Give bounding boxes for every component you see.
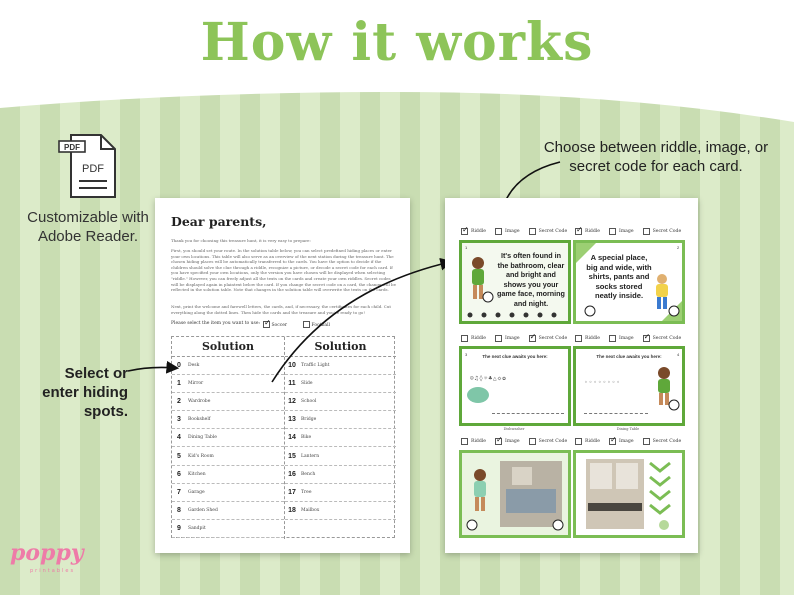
hiding-spot-field[interactable]: Dining Table xyxy=(188,435,217,441)
row-number: 12 xyxy=(288,398,296,406)
card-4-secret-code xyxy=(573,346,685,426)
hiding-spot-field[interactable]: Tree xyxy=(301,489,312,495)
solution-header-left: Solution xyxy=(172,337,284,357)
card2-riddle-label: Riddle xyxy=(585,229,600,234)
card5-riddle-checkbox[interactable] xyxy=(461,438,468,445)
card5-code-checkbox[interactable] xyxy=(529,438,536,445)
hiding-spot-field[interactable]: Slide xyxy=(301,381,313,387)
card-5-image xyxy=(459,450,571,538)
card-3-secret-code xyxy=(459,346,571,426)
card-6-photo xyxy=(576,453,682,535)
row-number: 2 xyxy=(177,398,181,406)
card-3-stamp-icon xyxy=(466,385,490,405)
card2-code-label: Secret Code xyxy=(652,229,682,234)
pdf-main-label: PDF xyxy=(82,163,104,175)
card4-image-label: Image xyxy=(619,336,634,341)
card1-riddle-label: Riddle xyxy=(471,229,486,234)
card4-code-checkbox[interactable] xyxy=(643,335,650,342)
row-number: 0 xyxy=(177,362,181,370)
card-number-2: 2 xyxy=(677,245,680,250)
card1-code-label: Secret Code xyxy=(538,229,568,234)
card2-riddle-checkbox[interactable] xyxy=(575,228,582,235)
row-number: 8 xyxy=(177,506,181,514)
row-number: 17 xyxy=(288,488,296,496)
card-2-riddle xyxy=(573,240,685,324)
card3-code-checkbox[interactable] xyxy=(529,335,536,342)
hiding-spot-field[interactable]: Desk xyxy=(188,363,200,369)
card1-riddle-checkbox[interactable] xyxy=(461,228,468,235)
card5-image-label: Image xyxy=(505,439,520,444)
card3-code-label: Secret Code xyxy=(538,336,568,341)
row-number: 18 xyxy=(288,506,296,514)
row-number: 4 xyxy=(177,434,181,442)
hiding-spot-field[interactable]: School xyxy=(301,399,317,405)
letter-paragraph-2: First, you should set your route. In the solution table below, you can select predefined hiding places or enter your own locations. This table will also serve as an overview of the next station during the treasure hunt. The chosen hiding places will be automatically transferred to the cards. You have the option to decide if the children should solve the clue through a riddle, recognize a picture, or decode a secret code for each card. If you have specified your own locations, only the version you have chosen will be displayed when selecting "riddle." However, you can freely adjust all the texts on the cards and create your own riddles. Secret codes will be displayed again in plaintext below the card. If you change the secret code on a card, the change will be reflected in the solution table. Note that changes in the solution table will overwrite the texts on the cards. xyxy=(171,248,396,293)
row-number: 3 xyxy=(177,416,181,424)
letter-paragraph-3: Next, print the welcome and farewell letters, the cards, and, if necessary, the certificates for each child. Cut everything along the dotted lines. Then hide the cards and the treasure and you're ready to go! xyxy=(171,304,392,315)
card3-image-checkbox[interactable] xyxy=(495,335,502,342)
card5-image-checkbox[interactable] xyxy=(495,438,502,445)
hiding-spot-field[interactable]: Mailbox xyxy=(301,507,320,513)
hiding-spot-field[interactable]: Bench xyxy=(301,471,316,477)
card4-riddle-label: Riddle xyxy=(585,336,600,341)
choose-card-type-note: Choose between riddle, image, or secret code for each card. xyxy=(543,139,769,175)
hiding-spot-field[interactable]: Kid's Room xyxy=(188,453,214,459)
brand-logo: poppy xyxy=(10,540,84,566)
card6-image-checkbox[interactable] xyxy=(609,438,616,445)
card6-options xyxy=(575,438,681,445)
card5-options xyxy=(461,438,567,445)
card6-image-label: Image xyxy=(619,439,634,444)
card-3-answer-line xyxy=(492,413,564,414)
row-number: 6 xyxy=(177,470,181,478)
hiding-spot-field[interactable]: Traffic Light xyxy=(301,363,330,369)
customizable-note: Customizable with Adobe Reader. xyxy=(27,209,149,245)
football-label: Football xyxy=(311,323,330,328)
card-4-player-illustration xyxy=(650,365,680,411)
hiding-spot-field[interactable]: Lantern xyxy=(301,453,320,459)
hiding-spot-field[interactable]: Wardrobe xyxy=(188,399,211,405)
card-4-caption: Dining Table xyxy=(616,427,640,431)
card-4-code-heading: The next clue awaits you here: xyxy=(596,354,662,359)
item-select-prompt: Please select the item you want to use: xyxy=(171,321,261,326)
soccer-label: Soccer xyxy=(271,323,288,328)
solution-header-right: Solution xyxy=(285,337,396,357)
card2-code-checkbox[interactable] xyxy=(643,228,650,235)
card6-riddle-label: Riddle xyxy=(585,439,600,444)
card-4-code-glyphs: ◦◦◦◦◦◦◦◦ xyxy=(584,379,621,386)
card4-code-label: Secret Code xyxy=(652,336,682,341)
card-1-riddle-text: It's often found in the bathroom, clear and bright and shows you your game face, morning and night. xyxy=(497,251,565,308)
arrow-table-to-cards xyxy=(272,262,450,382)
row-number: 11 xyxy=(288,380,296,388)
card-3-code-heading: The next clue awaits you here: xyxy=(482,354,548,359)
card6-code-checkbox[interactable] xyxy=(643,438,650,445)
row-number: 1 xyxy=(177,380,181,388)
hiding-spot-field[interactable]: Kitchen xyxy=(188,471,206,477)
card-4-answer-line xyxy=(584,413,648,414)
row-number: 13 xyxy=(288,416,296,424)
card2-image-checkbox[interactable] xyxy=(609,228,616,235)
card-number-3: 3 xyxy=(465,352,468,357)
brand-logo-subtitle: printables xyxy=(30,568,76,574)
card3-image-label: Image xyxy=(505,336,520,341)
card2-image-label: Image xyxy=(619,229,634,234)
page-title: How it works xyxy=(200,12,594,73)
card4-options xyxy=(575,335,681,342)
card-1-riddle xyxy=(459,240,571,324)
row-number: 9 xyxy=(177,524,181,532)
card2-options xyxy=(575,228,681,235)
card-6-image xyxy=(573,450,685,538)
card4-riddle-checkbox[interactable] xyxy=(575,335,582,342)
card-2-riddle-text: A special place, big and wide, with shirts, pants and socks stored neatly inside. xyxy=(586,253,652,300)
hiding-spot-field[interactable]: Bike xyxy=(301,435,312,441)
card-3-code-glyphs: ☺♫◊☼♣△◇✿ xyxy=(470,375,507,382)
card-5-photo xyxy=(462,453,568,535)
hiding-spot-field[interactable]: Garage xyxy=(188,489,205,495)
row-number: 16 xyxy=(288,470,296,478)
hiding-spot-field[interactable]: Garden Shed xyxy=(188,507,218,513)
card3-riddle-label: Riddle xyxy=(471,336,486,341)
card-3-caption: Dishwasher xyxy=(503,427,525,431)
hiding-spot-field[interactable]: Bookshelf xyxy=(188,417,211,423)
card3-options xyxy=(461,335,567,342)
card6-riddle-checkbox[interactable] xyxy=(575,438,582,445)
row-number: 5 xyxy=(177,452,181,460)
card3-riddle-checkbox[interactable] xyxy=(461,335,468,342)
card1-options xyxy=(461,228,567,235)
card5-code-label: Secret Code xyxy=(538,439,568,444)
card5-riddle-label: Riddle xyxy=(471,439,486,444)
card-number-1: 1 xyxy=(465,245,468,250)
pdf-tag-label: PDF xyxy=(64,143,80,152)
treasure-cards-page xyxy=(445,198,698,553)
letter-paragraph-1: Thank you for choosing this treasure hunt, it is very easy to prepare: xyxy=(171,238,311,243)
card6-code-label: Secret Code xyxy=(652,439,682,444)
card1-image-checkbox[interactable] xyxy=(495,228,502,235)
card4-image-checkbox[interactable] xyxy=(609,335,616,342)
row-number: 10 xyxy=(288,362,296,370)
row-number: 15 xyxy=(288,452,296,460)
row-number: 14 xyxy=(288,434,296,442)
hiding-spot-field[interactable]: Mirror xyxy=(188,381,204,387)
arrow-to-table xyxy=(128,367,176,371)
select-spots-note: Select or enter hiding spots. xyxy=(42,365,128,420)
row-number: 7 xyxy=(177,488,181,496)
card-number-4: 4 xyxy=(677,352,680,357)
letter-greeting: Dear parents, xyxy=(171,214,267,229)
hiding-spot-field[interactable]: Bridge xyxy=(301,417,317,423)
card1-code-checkbox[interactable] xyxy=(529,228,536,235)
hiding-spot-field[interactable]: Sandpit xyxy=(188,525,206,531)
card1-image-label: Image xyxy=(505,229,520,234)
